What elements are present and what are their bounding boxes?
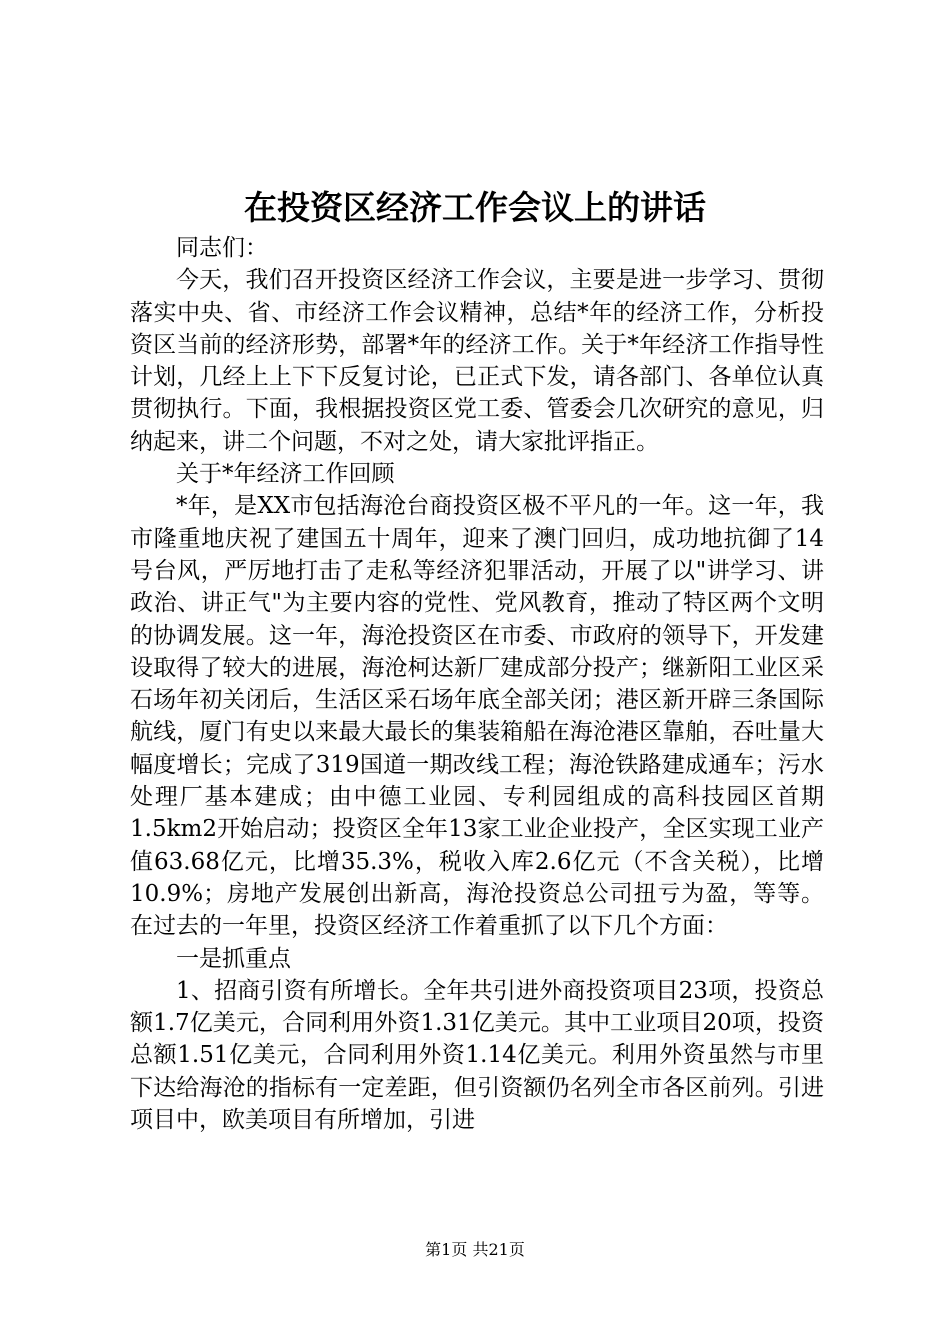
- document-body: [130, 232, 824, 1136]
- section-heading: 关于*年经济工作回顾: [176, 461, 395, 488]
- page-total: 共21页: [472, 1240, 525, 1259]
- document-title: 在投资区经济工作会议上的讲话: [244, 188, 706, 227]
- intro-paragraph: 今天，我们召开投资区经济工作会议，主要是进一步学习、贯彻落实中央、省、市经济工作会议精神，总结*年的经济工作，分析投资区当前的经济形势，部署*年的经济工作。关于*年经济工作指导性计划，几经上上下下反复讨论，已正式下发，请各部门、各单位认真贯彻执行。下面，我根据投资区党工委、管委会几次研究的意见，归纳起来，讲二个问题，不对之处，请大家批评指正。: [130, 267, 824, 455]
- review-paragraph: *年，是XX市包括海沧台商投资区极不平凡的一年。这一年，我市隆重地庆祝了建国五十周年，迎来了澳门回归，成功地抗御了14号台风，严厉地打击了走私等经济犯罪活动，开展了以"讲学习、讲政治、讲正气"为主要内容的党性、党风教育，推动了特区两个文明的协调发展。这一年，海沧投资区在市委、市政府的领导下，开发建设取得了较大的进展，海沧柯达新厂建成部分投产；继新阳工业区采石场年初关闭后，生活区采石场年底全部关闭；港区新开辟三条国际航线，厦门有史以来最大最长的集装箱船在海沧港区靠舶，吞吐量大幅度增长；完成了319国道一期改线工程；海沧铁路建成通车；污水处理厂基本建成；由中德工业园、专利园组成的高科技园区首期1.5km2开始启动；投资区全年13家工业企业投产，全区实现工业产值63.68亿元，比增35.3%，税收入库2.6亿元（不含关税），比增10.9%；房地产发展创出新高，海沧投资总公司扭亏为盈，等等。在过去的一年里，投资区经济工作着重抓了以下几个方面：: [130, 493, 824, 940]
- investment-paragraph: 1、招商引资有所增长。全年共引进外商投资项目23项，投资总额1.7亿美元，合同利用外资1.31亿美元。其中工业项目20项，投资总额1.51亿美元，合同利用外资1.14亿美元。利用外资虽然与市里下达给海沧的指标有一定差距，但引资额仍名列全市各区前列。引进项目中，欧美项目有所增加，引进: [130, 977, 824, 1134]
- salutation-paragraph: 同志们：: [176, 235, 268, 261]
- subsection-heading: 一是抓重点: [176, 945, 291, 972]
- page-number: 第1页: [425, 1240, 468, 1259]
- page-footer: [0, 1239, 950, 1261]
